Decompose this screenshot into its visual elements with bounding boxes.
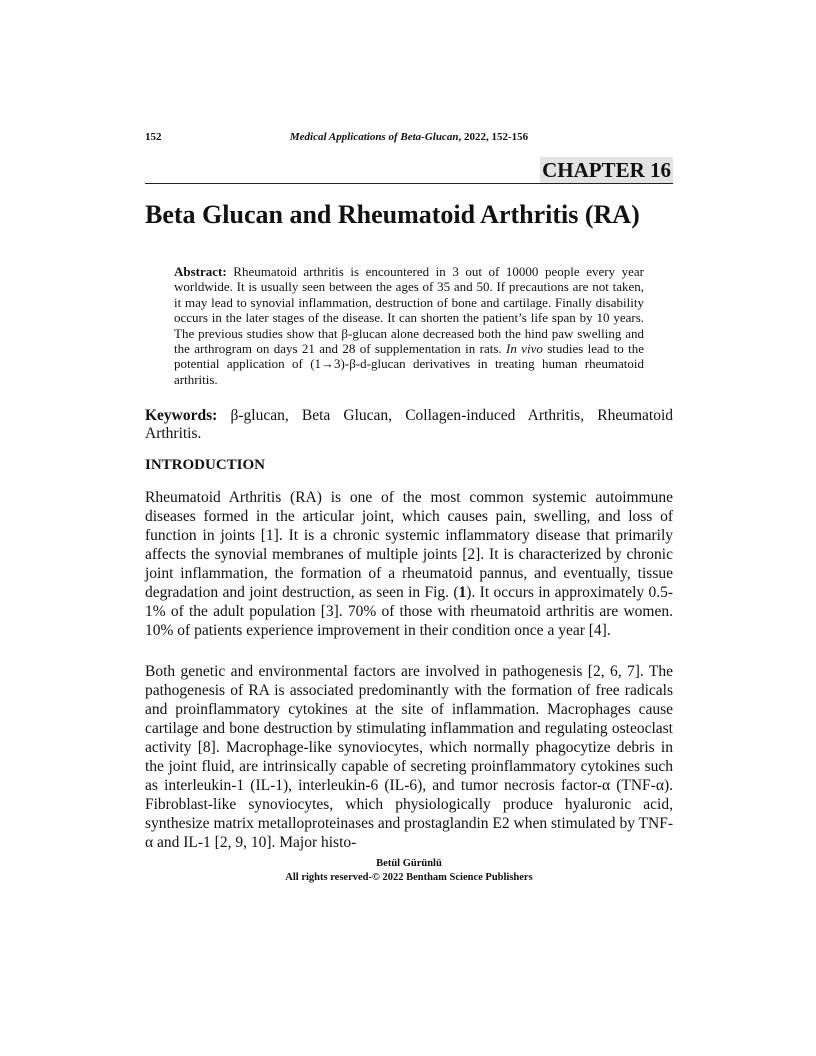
book-citation [145, 131, 673, 143]
abstract-text: Rheumatoid arthritis is encountered in 3 out of 10000 people every year worldwide. It is usually seen between the ages of 35 and 50. If precautions are not taken, it may lead to synovial inflammation, destruction of bone and cartilage. Finally disability occurs in the later stages of the disease. It can shorten the patient’s life span by 10 years. The previous studies show that β-glucan alone decreased both the hind paw swelling and the arthrogram on days 21 and 28 of supplementation in rats. [174, 264, 644, 357]
keywords-label: Keywords: [145, 407, 218, 424]
chapter-label: CHAPTER 16 [542, 158, 671, 182]
abstract-label: Abstract: [174, 264, 227, 279]
page-number: 152 [145, 131, 162, 143]
footer [145, 857, 673, 885]
section-heading: INTRODUCTION [145, 457, 266, 473]
book-meta: , 2022, 152-156 [458, 131, 529, 143]
abstract-text-end: studies lead to the potential application of (1→3)-β-d-glucan derivatives in treating human rheumatoid arthritis. [174, 341, 645, 387]
chapter-title: Beta Glucan and Rheumatoid Arthritis (RA) [145, 200, 640, 229]
chapter-header [145, 157, 673, 184]
body-paragraph-1 [145, 488, 673, 640]
figure-reference[interactable]: 1 [458, 584, 467, 601]
book-title: Medical Applications of Beta-Glucan [289, 131, 459, 143]
keywords-text: β-glucan, Beta Glucan, Collagen-induced Arthritis, Rheumatoid Arthritis. [145, 407, 673, 442]
abstract [174, 264, 644, 387]
abstract-italic: In vivo [506, 341, 543, 357]
footer-rights: All rights reserved-© 2022 Bentham Science Publishers [285, 872, 533, 883]
paragraph-text: Rheumatoid Arthritis (RA) is one of the most common systemic autoimmune diseases formed in the articular joint, which causes pain, swelling, and loss of function in joints [1]. It is a chronic systemic inflammatory disease that primarily affects the synovial membranes of multiple joints [2]. It is characterized by chronic joint inflammation, the formation of a rheumatoid pannus, and eventually, tissue degradation and joint destruction, as seen in Fig. ( [145, 489, 673, 601]
keywords [145, 407, 673, 443]
paragraph-text: ). It occurs in approximately 0.5-1% of the adult population [3]. 70% of those with rheumatoid arthritis are women. 10% of patients experience improvement in their condition once a year [4]. [145, 584, 674, 639]
body-paragraph-2: Both genetic and environmental factors are involved in pathogenesis [2, 6, 7]. The pathogenesis of RA is associated predominantly with the formation of free radicals and proinflammatory cytokines at the site of inflammation. Macrophages cause cartilage and bone destruction by stimulating inflammation and regulating osteoclast activity [8]. Macrophage-like synoviocytes, which normally phagocytize debris in the joint fluid, are intrinsically capable of secreting proinflammatory cytokines such as interleukin-1 (IL-1), interleukin-6 (IL-6), and tumor necrosis factor-α (TNF-α). Fibroblast-like synoviocytes, which physiologically produce hyaluronic acid, synthesize matrix metalloproteinases and prostaglandin E2 when stimulated by TNF-α and IL-1 [2, 9, 10]. Major histo- [145, 663, 673, 851]
footer-author: Betül Gürünlü [376, 858, 442, 869]
